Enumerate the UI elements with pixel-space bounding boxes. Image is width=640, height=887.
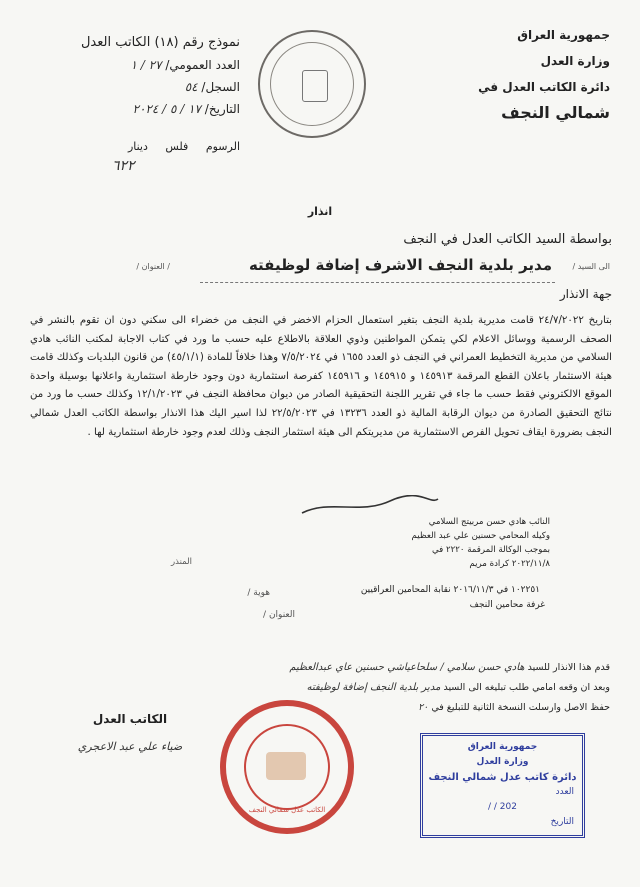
- signatory-line-1: النائب هادي حسن مربيتج السلامي: [428, 517, 550, 527]
- general-number-value: ٢٧ / ١: [130, 58, 162, 72]
- signatory-line-3: بموجب الوكالة المرقمة ٢٢٢٠ في: [431, 545, 550, 555]
- blue-stamp-line-1: جمهورية العراق: [467, 742, 538, 752]
- blue-office-stamp: [420, 733, 585, 838]
- blue-stamp-line-6: التاريخ: [550, 817, 574, 827]
- fees-label: الرسوم: [205, 140, 240, 153]
- ministry-name: وزارة العدل: [540, 54, 610, 68]
- footer-line-2-handwriting: مدير بلدية النجف إضافة لوظيفته: [306, 682, 441, 693]
- address-label: / العنوان /: [136, 262, 170, 271]
- signatory-block: [300, 515, 550, 571]
- footer-line-2: [35, 678, 610, 698]
- signatory-line-2: وكيله المحامي حسنين علي عبد العظيم: [411, 531, 550, 541]
- notary-signature: [70, 712, 190, 772]
- record-label: السجل/: [201, 80, 240, 94]
- footer-line-1: [35, 658, 610, 678]
- emblem-icon: [266, 752, 306, 780]
- date-value: ١٧ / ٥ / ٢٠٢٤: [132, 102, 201, 116]
- notice-body: [30, 312, 612, 442]
- address-label-2: العنوان /: [263, 610, 295, 620]
- ministry-header: [478, 22, 610, 126]
- general-number-row: [60, 54, 240, 76]
- red-stamp-text: الكاتب عدل شمالي النجف: [248, 806, 326, 814]
- signatory-line-4: ٢٠٢٢/١١/٨ كرادة مريم: [469, 559, 550, 569]
- id-label: هوية /: [247, 588, 270, 598]
- notary-footer: [35, 658, 610, 718]
- department-name: دائرة الكاتب العدل في: [478, 80, 610, 94]
- notary-name: ضياء علي عبد الاعجري: [77, 740, 183, 753]
- blue-stamp-line-5: 202 / /: [488, 802, 517, 812]
- blue-stamp-line-3: دائرة كاتب عدل شمالي النجف: [428, 772, 577, 783]
- ministry-seal: [258, 30, 366, 138]
- recipient-underline: [200, 282, 555, 283]
- address-value: غرفة محامين النجف: [469, 600, 545, 610]
- fils-label: فلس: [165, 140, 189, 153]
- footer-line-3-text: حفظ الاصل وارسلت النسخة الثانية للتبليغ في: [431, 702, 610, 713]
- recipient: مدير بلدية النجف الاشرف إضافة لوظيفته: [248, 256, 552, 274]
- footer-line-2-text: وبعد ان وقعه امامي طلب تبليغه الى السيد: [443, 682, 610, 693]
- via-line: بواسطة السيد الكاتب العدل في النجف: [403, 232, 612, 247]
- department-location: شمالي النجف: [501, 103, 610, 122]
- red-round-stamp: [220, 700, 354, 834]
- form-number: نموذج رقم (١٨) الكاتب العدل: [80, 35, 240, 50]
- footer-line-1-handwriting: هادي حسن سلامي / سلحاعياشي حسنين عاي عبدالعظيم: [289, 662, 525, 673]
- general-number-label: العدد العمومي/: [165, 58, 240, 72]
- blue-stamp-line-4: العدد: [555, 787, 574, 797]
- id-value: ١٠٢٢٥١ في ٢٠١٦/١١/٣ نقابة المحامين العراقيين: [360, 585, 540, 595]
- fees-row: [60, 140, 240, 153]
- date-label: التاريخ/: [204, 102, 240, 116]
- signature-mark: [300, 495, 440, 517]
- form-info: [60, 32, 240, 120]
- document-title: انذار: [307, 205, 333, 218]
- footer-line-1-text: قدم هذا الانذار للسيد: [527, 662, 610, 673]
- record-row: [60, 76, 240, 98]
- footer-line-3-handwriting: ٢٠: [418, 702, 429, 713]
- date-row: [60, 98, 240, 120]
- notice-text: بتاريخ ٢٤/٧/٢٠٢٢ قامت مديرية بلدية النجف بتغير استعمال الحزام الاخضر في النجف من خضراء الى سكني دون ان تقوم بالنشر في الصحف الرسمية ووسائل الاعلام لكي يتمكن المواطنين وذوي العلاقة بالاطلاع عليه حسب ما ورد في كتاب الاجابة لمكتب النائب هادي السلامي من مديرية التخطيط العمراني في النجف ذو العدد ١٦٥٥ في ٧/٥/٢٠٢٤ وهذا خلافاً للمادة (٤٥/١/١) من قانون البلديات وكذلك قامت هيئة الاستثمار باعلان القطع المرقمة ١٤٥٩١٣ و ١٤٥٩١٥ و ١٤٥٩١٦ كفرصة استثمارية دون وجود خارطة استثمارية واعلانها بوسيلة واحدة الموقع الالكتروني فقط حسب ما جاء في تقرير اللجنة التحقيقية الصادر من ديوان محافظة النجف في ١٢/١/٢٠٢٣ وكذلك حسب ما ورد من نتائج التحقيق الصادرة من ديوان الرقابة المالية ذو العدد ١٣٢٣٦ في ٢٢/٥/٢٠٢٣ لذا اسير اليك هذا الانذار بواسطة الكاتب العدل شمالي النجف بضرورة ايقاف تحويل الفرص الاستثمارية من مديريتكم الى هيئة استثمار النجف وذلك لعدم وجود خارطة استثمارية لها .: [30, 315, 613, 438]
- record-value: ٥٤: [184, 80, 198, 94]
- dinar-label: دينار: [127, 140, 148, 153]
- scales-icon: [302, 70, 328, 102]
- role-label: المنذر: [171, 557, 192, 567]
- blue-stamp-line-2: وزارة العدل: [476, 757, 529, 767]
- sender-party: جهة الانذار: [559, 287, 612, 301]
- notary-title: الكاتب العدل: [92, 712, 168, 726]
- country-name: جمهورية العراق: [517, 28, 610, 42]
- fees-value: ٦٢٢: [112, 158, 135, 174]
- to-label: الى السيد /: [572, 262, 610, 271]
